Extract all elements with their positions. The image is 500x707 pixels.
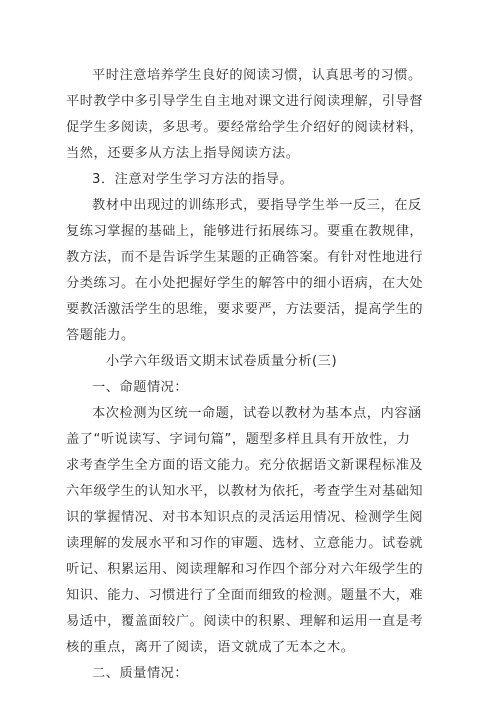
section-title: [66, 349, 434, 375]
text-line: 知识、能力、习惯进行了全面而细致的检测。题量不大，难: [66, 588, 424, 603]
heading-line: 二、质量情况：: [92, 666, 189, 681]
text-line: 盖了“听说读写、字词句篇”，题型多样且具有开放性，力: [66, 432, 411, 447]
paragraph-learning-methods: [66, 193, 434, 349]
text-line: 分类练习。在小处把握好学生的解答中的细小语病，在大处: [66, 276, 424, 291]
text-line: 本次检测为区统一命题，试卷以教材为基本点，内容涵: [92, 406, 422, 421]
paragraph-proposition: [66, 401, 434, 661]
text-line: 易适中，覆盖面较广。阅读中的积累、理解和运用一直是考: [66, 614, 424, 629]
text-line: 六年级学生的认知水平，以教材为依托，考查学生对基础知: [66, 484, 424, 499]
text-line: 促学生多阅读，多思考。要经常给学生介绍好的阅读材料，: [66, 120, 424, 135]
text-line: 求考查学生全方面的语文能力。充分依据语文新课程标准及: [66, 458, 424, 473]
text-line: 要教活激活学生的思维，要求要严，方法要活，提高学生的: [66, 302, 424, 317]
text-line: 3．注意对学生学习方法的指导。: [92, 172, 294, 187]
text-line: 当然，还要多从方法上指导阅读方法。: [66, 146, 300, 161]
text-line: 答题能力。: [66, 328, 135, 343]
title-line: 小学六年级语文期末试卷质量分析(三): [106, 354, 338, 369]
section-heading-2: [66, 661, 434, 687]
text-line: 听记、积累运用、阅读理解和习作四个部分对六年级学生的: [66, 562, 424, 577]
paragraph-reading-habits: [66, 63, 434, 167]
text-line: 平时教学中多引导学生自主地对课文进行阅读理解，引导督: [66, 94, 424, 109]
text-line: 核的重点，离开了阅读，语文就成了无本之木。: [66, 640, 355, 655]
text-line: 教材中出现过的训练形式，要指导学生举一反三，在反: [92, 198, 422, 213]
text-line: 教方法，而不是告诉学生某题的正确答案。有针对性地进行: [66, 250, 424, 265]
text-line: 平时注意培养学生良好的阅读习惯，认真思考的习惯。: [92, 68, 422, 83]
section-heading-1: [66, 375, 434, 401]
numbered-point-3: [66, 167, 434, 193]
text-line: 识的掌握情况、对书本知识点的灵活运用情况、检测学生阅: [66, 510, 424, 525]
text-line: 读理解的发展水平和习作的审题、选材、立意能力。试卷就: [66, 536, 424, 551]
text-line: 复练习掌握的基础上，能够进行拓展练习。要重在教规律，: [66, 224, 424, 239]
heading-line: 一、命题情况：: [92, 380, 189, 395]
